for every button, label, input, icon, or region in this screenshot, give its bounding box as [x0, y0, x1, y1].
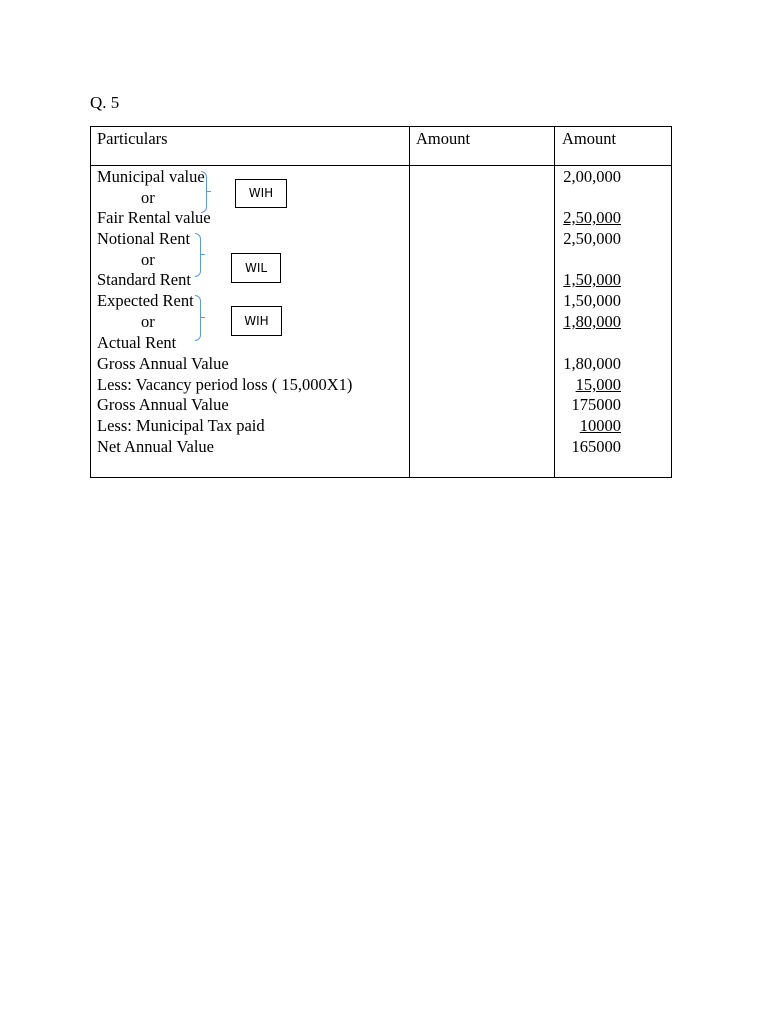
row-particular: or [141, 188, 155, 207]
row-amount: 1,80,000 [563, 354, 621, 373]
header-amount-1: Amount [416, 129, 471, 148]
question-label: Q. 5 [90, 93, 120, 112]
row-particular: Actual Rent [97, 333, 177, 352]
row-particular: Municipal value [97, 167, 205, 186]
brace-icon [201, 171, 207, 213]
row-amount: 175000 [571, 395, 621, 414]
row-amount: 1,50,000 [563, 270, 621, 289]
wih-tag: WIH [235, 179, 287, 208]
wih-tag: WIH [231, 306, 282, 336]
row-particular: Net Annual Value [97, 437, 215, 456]
column-divider [409, 127, 410, 477]
row-amount: 2,50,000 [563, 229, 621, 248]
row-particular: Less: Vacancy period loss ( 15,000X1) [97, 375, 353, 394]
column-divider [554, 127, 555, 477]
header-particulars: Particulars [97, 129, 168, 148]
brace-tick [207, 191, 211, 192]
row-particular: or [141, 250, 155, 269]
header-amount-2: Amount [562, 129, 617, 148]
row-amount: 165000 [571, 437, 621, 456]
row-particular: Fair Rental value [97, 208, 211, 227]
row-particular: Standard Rent [97, 270, 191, 289]
row-amount: 1,50,000 [563, 291, 621, 310]
row-amount: 1,80,000 [563, 312, 621, 331]
row-amount: 2,00,000 [563, 167, 621, 186]
brace-icon [195, 233, 201, 277]
valuation-table [90, 126, 672, 478]
brace-tick [201, 254, 205, 255]
row-amount: 2,50,000 [563, 208, 621, 227]
row-particular: Gross Annual Value [97, 395, 229, 414]
row-particular: Less: Municipal Tax paid [97, 416, 265, 435]
brace-tick [201, 317, 205, 318]
brace-icon [195, 295, 201, 341]
wil-tag: WIL [231, 253, 281, 283]
header-divider [91, 165, 671, 166]
row-amount: 10000 [579, 416, 621, 435]
row-particular: Expected Rent [97, 291, 194, 310]
row-particular: or [141, 312, 155, 331]
row-amount: 15,000 [575, 375, 621, 394]
row-particular: Notional Rent [97, 229, 191, 248]
row-particular: Gross Annual Value [97, 354, 229, 373]
